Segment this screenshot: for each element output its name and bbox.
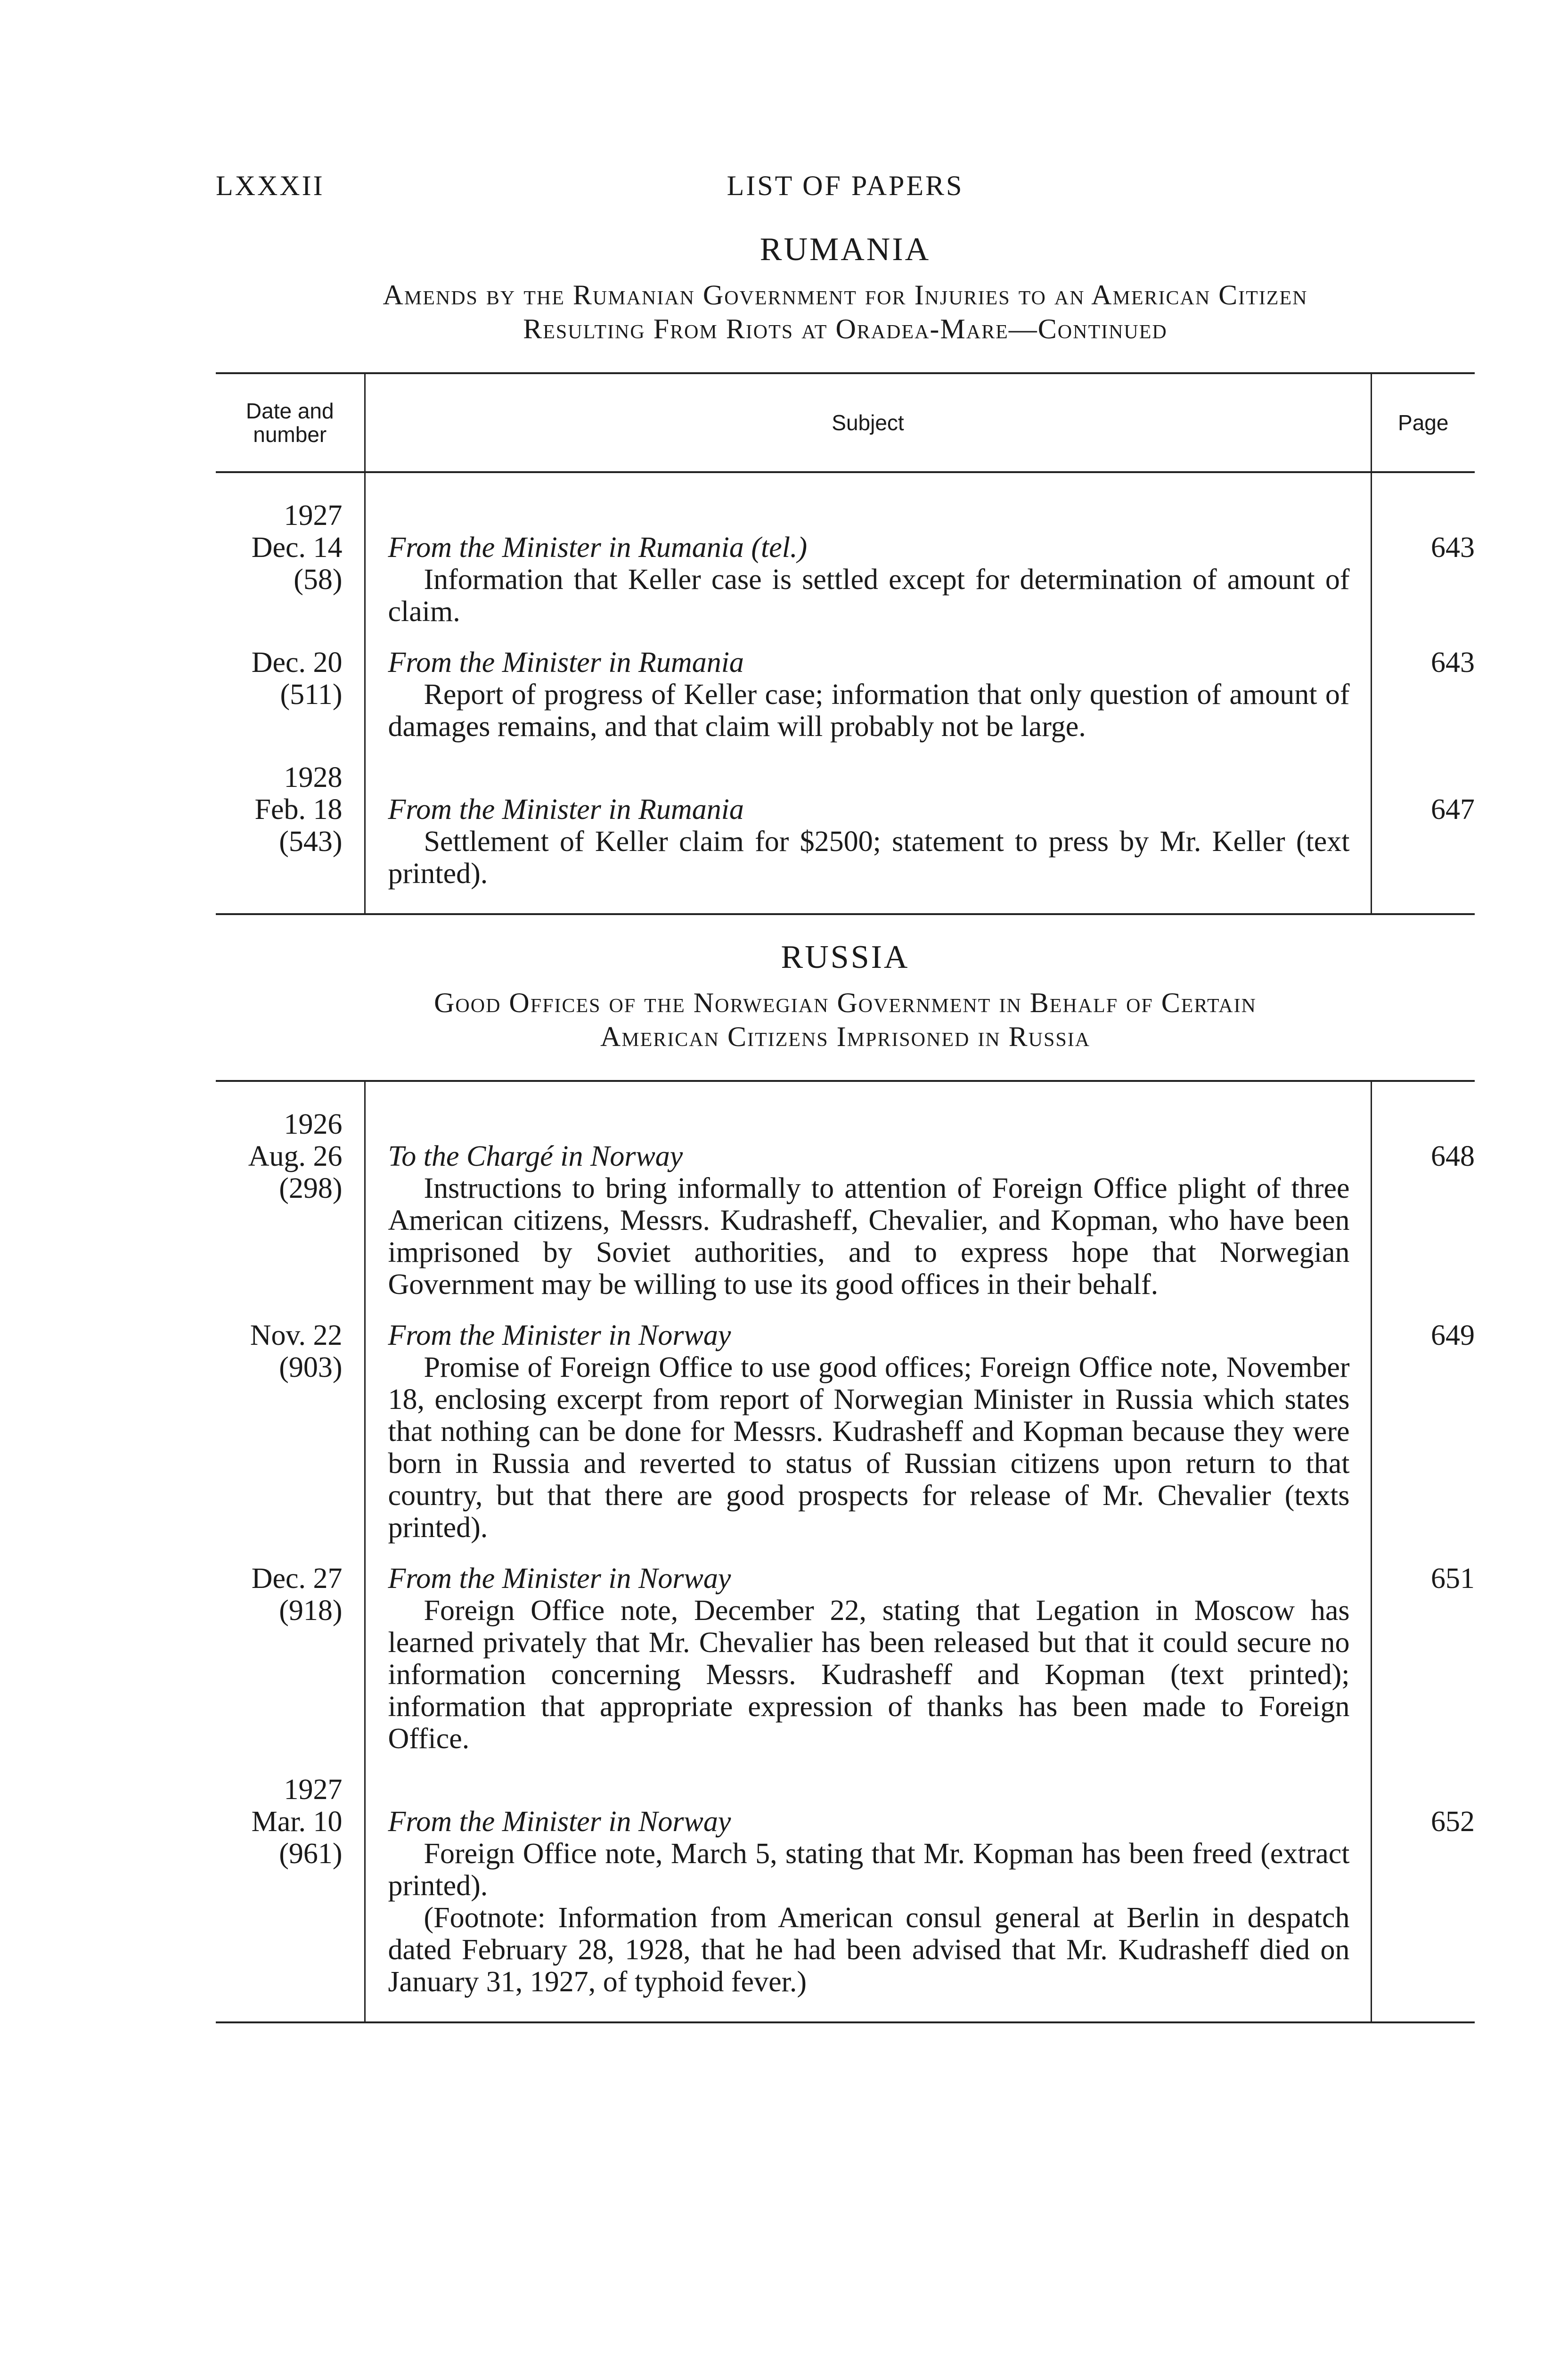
page-cell bbox=[1371, 1310, 1475, 1553]
year-spacer bbox=[1372, 1774, 1475, 1806]
entry-date: Dec. 14 bbox=[251, 532, 343, 564]
entry-from: From the Minister in Rumania bbox=[388, 794, 744, 826]
date-cell bbox=[216, 472, 365, 637]
year-spacer bbox=[388, 761, 1350, 794]
entry-summary: Information that Keller case is settled except for determination of amount of claim. bbox=[388, 564, 1350, 628]
page-cell bbox=[1371, 1764, 1475, 2022]
subject-cell bbox=[365, 1310, 1371, 1553]
entry-from: From the Minister in Norway bbox=[388, 1319, 731, 1351]
table-header-row bbox=[216, 373, 1475, 472]
page-cell bbox=[1371, 1081, 1475, 1310]
entry-footnote: (Footnote: Information from American consul general at Berlin in despatch dated February 28, 1928, that he had been advised that Mr. Kudrasheff died on January 31, 1927, of typhoid fever.) bbox=[388, 1902, 1350, 1998]
page-cell bbox=[1371, 1553, 1475, 1764]
entry-number: (298) bbox=[279, 1172, 343, 1204]
entry-page: 649 bbox=[1431, 1319, 1475, 1351]
section-title-line: Amends by the Rumanian Government for Injuries to an American Citizen bbox=[383, 279, 1308, 311]
entry-date: Dec. 27 bbox=[251, 1562, 343, 1595]
subject-cell bbox=[365, 637, 1371, 752]
entry-summary: Report of progress of Keller case; information that only question of amount of damages remains, and that claim will probably not be large. bbox=[388, 679, 1350, 743]
column-header-page: Page bbox=[1371, 373, 1475, 472]
entry-page: 652 bbox=[1431, 1806, 1475, 1838]
year-spacer bbox=[1372, 761, 1475, 794]
date-cell bbox=[216, 1553, 365, 1764]
papers-table bbox=[216, 372, 1475, 915]
entry-page: 648 bbox=[1431, 1140, 1475, 1172]
entry-summary: Promise of Foreign Office to use good offices; Foreign Office note, November 18, enclosing excerpt from report of Norwegian Minister in Russia which states that nothing can be done for Messrs. Kudrasheff and Kopman because they were born in Russia and reverted to status of Russian citizens upon return to that country, but that there are good prospects for release of Mr. Chevalier (texts printed). bbox=[388, 1351, 1350, 1544]
entry-number: (903) bbox=[279, 1351, 343, 1383]
running-head bbox=[216, 170, 1475, 207]
year-spacer bbox=[1372, 1108, 1475, 1140]
page-number: LXXXII bbox=[216, 170, 325, 201]
entry-date: Nov. 22 bbox=[250, 1319, 343, 1351]
entry-number: (543) bbox=[279, 826, 343, 858]
entry-summary: Instructions to bring informally to attention of Foreign Office plight of three American citizens, Messrs. Kudrasheff, Chevalier, and Kopman, who have been imprisoned by Soviet authorities, and to express hope that Norwegian Government may be willing to use its good offices in their behalf. bbox=[388, 1172, 1350, 1301]
entry-date: Mar. 10 bbox=[251, 1806, 343, 1838]
year-spacer bbox=[388, 1108, 1350, 1140]
table-row bbox=[216, 1310, 1475, 1553]
entry-year: 1927 bbox=[284, 499, 343, 532]
subject-cell bbox=[365, 1081, 1371, 1310]
table-row bbox=[216, 752, 1475, 914]
entry-from: From the Minister in Norway bbox=[388, 1806, 731, 1838]
year-spacer bbox=[388, 1774, 1350, 1806]
subject-cell bbox=[365, 1553, 1371, 1764]
entry-summary: Settlement of Keller claim for $2500; statement to press by Mr. Keller (text printed). bbox=[388, 826, 1350, 890]
date-cell bbox=[216, 1310, 365, 1553]
entry-year: 1926 bbox=[284, 1108, 343, 1140]
country-heading: RUSSIA bbox=[781, 939, 910, 975]
entry-page: 643 bbox=[1431, 532, 1475, 564]
column-header-subject: Subject bbox=[365, 373, 1371, 472]
entry-summary: Foreign Office note, December 22, stating that Legation in Moscow has learned privately that Mr. Chevalier has been released but that it could secure no information concerning Messrs. Kudrasheff and Kopman (text printed); information that appropriate expression of thanks has been made to Foreign Office. bbox=[388, 1595, 1350, 1755]
date-cell bbox=[216, 752, 365, 914]
table-row bbox=[216, 1553, 1475, 1764]
section-russia bbox=[216, 939, 1475, 2023]
table-row bbox=[216, 1081, 1475, 1310]
entry-date: Feb. 18 bbox=[254, 794, 343, 826]
section-title bbox=[216, 986, 1475, 1054]
entry-date: Dec. 20 bbox=[251, 646, 343, 679]
entry-number: (961) bbox=[279, 1838, 343, 1870]
entry-number: (511) bbox=[280, 679, 343, 711]
section-title bbox=[216, 278, 1475, 346]
page-cell bbox=[1371, 472, 1475, 637]
date-cell bbox=[216, 1764, 365, 2022]
table-row bbox=[216, 637, 1475, 752]
date-cell bbox=[216, 637, 365, 752]
entry-number: (918) bbox=[279, 1595, 343, 1627]
running-title: LIST OF PAPERS bbox=[727, 170, 964, 201]
entry-from: From the Minister in Rumania (tel.) bbox=[388, 532, 808, 564]
year-spacer bbox=[1372, 499, 1475, 532]
document-page bbox=[216, 170, 1475, 2023]
page-cell bbox=[1371, 637, 1475, 752]
entry-from: To the Chargé in Norway bbox=[388, 1140, 683, 1172]
subject-cell bbox=[365, 1764, 1371, 2022]
entry-page: 643 bbox=[1431, 646, 1475, 679]
entry-year: 1928 bbox=[284, 761, 343, 794]
table-row bbox=[216, 1764, 1475, 2022]
date-cell bbox=[216, 1081, 365, 1310]
table-row bbox=[216, 472, 1475, 637]
entry-from: From the Minister in Rumania bbox=[388, 646, 744, 679]
entry-year: 1927 bbox=[284, 1774, 343, 1806]
entry-date: Aug. 26 bbox=[248, 1140, 343, 1172]
entry-number: (58) bbox=[294, 564, 343, 596]
entry-from: From the Minister in Norway bbox=[388, 1562, 731, 1595]
entry-page: 647 bbox=[1431, 794, 1475, 826]
section-rumania bbox=[216, 231, 1475, 915]
subject-cell bbox=[365, 752, 1371, 914]
section-title-line: American Citizens Imprisoned in Russia bbox=[600, 1021, 1091, 1052]
entry-summary: Foreign Office note, March 5, stating that Mr. Kopman has been freed (extract printed). bbox=[388, 1838, 1350, 1902]
papers-table bbox=[216, 1080, 1475, 2023]
section-title-line: Resulting From Riots at Oradea-Mare—Continued bbox=[523, 313, 1168, 344]
section-title-line: Good Offices of the Norwegian Government in Behalf of Certain bbox=[434, 987, 1257, 1018]
subject-cell bbox=[365, 472, 1371, 637]
country-heading: RUMANIA bbox=[760, 231, 931, 268]
column-header-date: Date and number bbox=[216, 373, 365, 472]
entry-page: 651 bbox=[1431, 1562, 1475, 1595]
year-spacer bbox=[388, 499, 1350, 532]
page-cell bbox=[1371, 752, 1475, 914]
